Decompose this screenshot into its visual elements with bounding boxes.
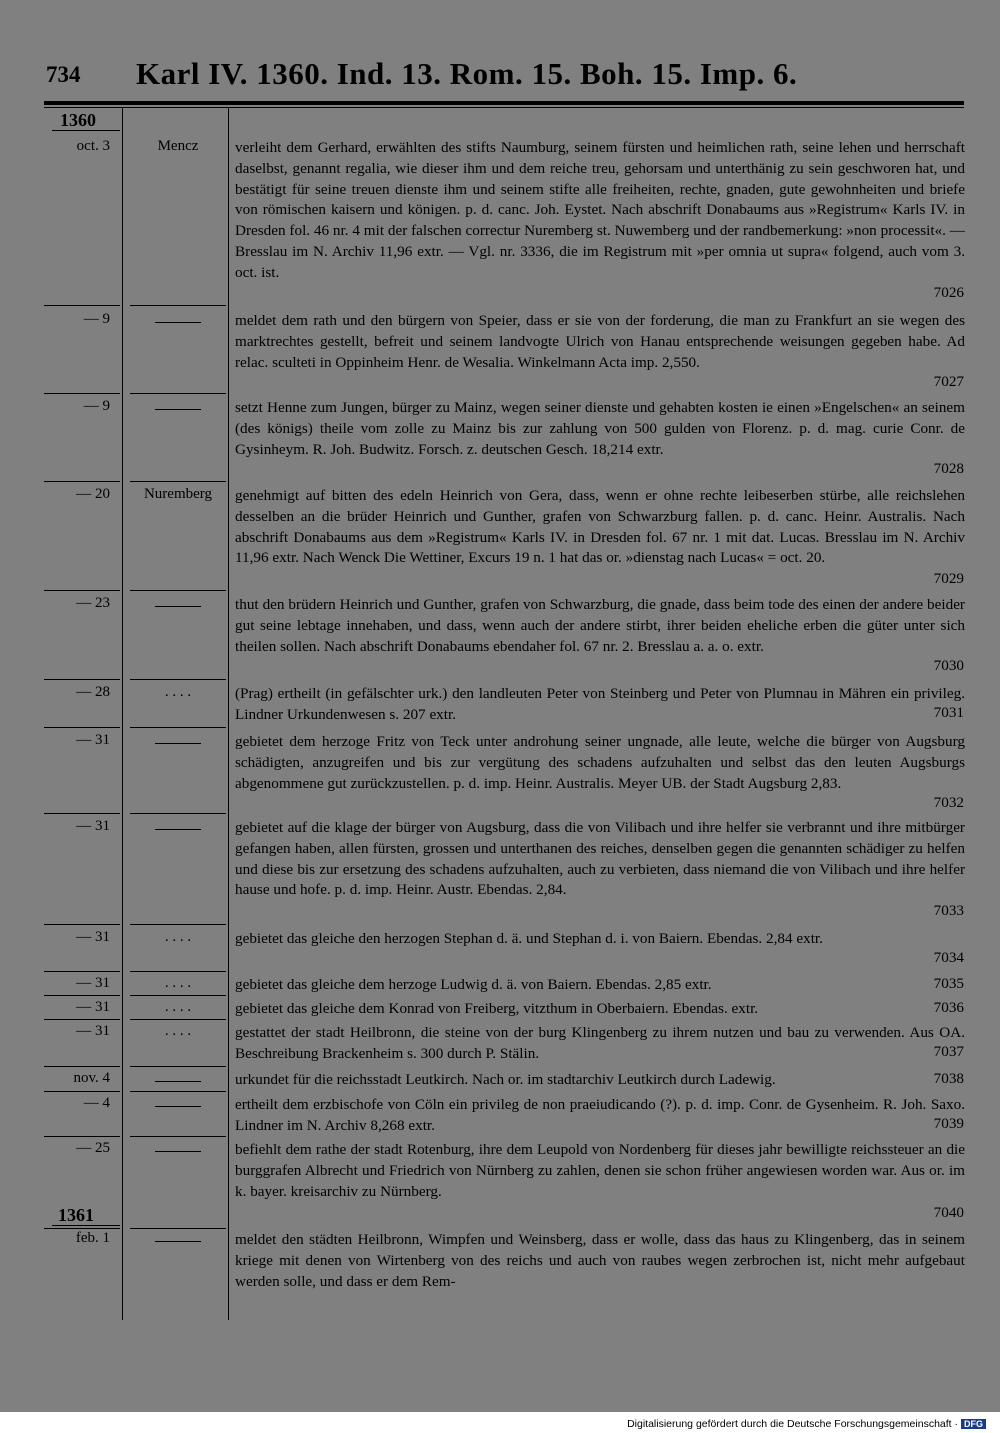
- same-place-dash: [155, 1081, 201, 1082]
- entry-number: 7034: [933, 949, 964, 966]
- entry-place: . . . .: [164, 929, 192, 945]
- entry-place: Nuremberg: [143, 486, 213, 502]
- entry-place: . . . .: [164, 975, 192, 991]
- entry-place: . . . .: [164, 1023, 192, 1039]
- entry-date: — 31: [76, 732, 110, 748]
- entry-number: 7037: [933, 1043, 964, 1060]
- year-underline: [52, 130, 120, 131]
- entry-text: verleiht dem Gerhard, erwählten des stifts Naumburg, seinem fürsten und heimlichen rath, seine lehen und herrschaft daselbst, genannt regalia, wie dieser ihm und dem reiche treu, gehorsam und unterthänig zu sein geschworen hat, und bestätigt für seine treuen dienste ihm und seinem stifte alle freiheiten, rechte, gnaden, gute gewohnheiten und briefe von römischen kaisern und königen. p. d. canc. Joh. Eystet. Nach abschrift Donabaums aus »Registrum« Karls IV. in Dresden fol. 46 nr. 4 mit der falschen correctur Nuremberg st. Nuwemberg und der randbemerkung: »non processit«. — Bresslau im N. Archiv 11,96 extr. — Vgl. nr. 3336, die im Registrum mit »per omnia ut supra« folgend, auch vom 3. oct. ist.: [235, 139, 965, 281]
- entry-number: 7035: [933, 975, 964, 992]
- entry-text: ertheilt dem erzbischofe von Cöln ein privileg de non praeiudicando (?). p. d. imp. Conr. de Gysenheim. R. Joh. Saxo. Lindner im N. Archiv 8,268 extr.: [235, 1096, 965, 1134]
- entry-date: nov. 4: [73, 1070, 110, 1086]
- year-1360: 1360: [60, 110, 96, 130]
- credit-text: Digitalisierung gefördert durch die Deutsche Forschungsgemeinschaft ·: [627, 1418, 958, 1430]
- entry-text: befiehlt dem rathe der stadt Rotenburg, ihre dem Leupold von Nordenberg für dieses jahr bewilligte reichssteuer an die burggrafen Albrecht und Friedrich von Nürnberg zu zahlen, denen sie schon früher angewiesen worden war. Aus or. im k. bayer. kreisarchiv zu Nürnberg.: [235, 1141, 965, 1200]
- entry-text: gebietet auf die klage der bürger von Augsburg, dass die von Vilibach und ihre helfer sie verbrannt und ihre mitbürger gefangen haben, allen fürsten, grossen und unterthanen des reiches, denselben gegen die genannten schädiger zu helfen und diese bis zur ersetzung des schadens aufzuhalten, auch zu verbieten, dass niemand die von Vilibach und ihre helfer hause und hofe. p. d. imp. Heinr. Austr. Ebendas. 2,84.: [235, 819, 965, 899]
- same-place-dash: [155, 829, 201, 830]
- page-header: [44, 56, 974, 96]
- entry-number: 7031: [933, 704, 964, 721]
- entry-text: meldet den städten Heilbronn, Wimpfen und Weinsberg, dass er wolle, dass das haus zu Klingenberg, das in seinem kriege mit denen von Wirtenberg von des reichs und auch von raubes wegen zerbrochen ist, nicht mehr aufgebaut werden solle, und dass er dem Rem-: [235, 1231, 965, 1290]
- same-place-dash: [155, 1241, 201, 1242]
- same-place-dash: [155, 409, 201, 410]
- same-place-dash: [155, 606, 201, 607]
- entry-date: feb. 1: [75, 1230, 110, 1246]
- entry-text: meldet dem rath und den bürgern von Speier, dass er sie von der forderung, die man zu Frankfurt an sie wegen des marktrechtes gestellt, befreit und seinem landvogte Ulrich von Hanau entsprechende weisungen gegeben habe. Ad relac. sculteti in Oppinheim Henr. de Wesalia. Winkelmann Acta imp. 2,550.: [235, 312, 965, 371]
- column-divider-date: [122, 107, 123, 1320]
- entry-date: — 31: [76, 975, 110, 991]
- same-place-dash: [155, 1151, 201, 1152]
- entry-number: 7027: [933, 373, 964, 390]
- entry-number: 7030: [933, 657, 964, 674]
- entry-date: — 31: [76, 1023, 110, 1039]
- entry-place: . . . .: [164, 999, 192, 1015]
- entry-date: — 4: [83, 1095, 110, 1111]
- entry-number: 7026: [933, 284, 964, 301]
- year-underline: [52, 1225, 120, 1226]
- entry-date: — 25: [76, 1140, 110, 1156]
- entry-text: gestattet der stadt Heilbronn, die steine von der burg Klingenberg zu ihrem nutzen und bau zu verwenden. Aus OA. Beschreibung Brackenheim s. 300 durch P. Stälin.: [235, 1024, 965, 1062]
- entry-place: . . . .: [164, 684, 192, 700]
- entry-number: 7039: [933, 1115, 964, 1132]
- entry-number: 7028: [933, 460, 964, 477]
- year-1361: 1361: [58, 1205, 94, 1225]
- header-rule: [44, 101, 964, 105]
- entry-text: gebietet das gleiche den herzogen Stephan d. ä. und Stephan d. i. von Baiern. Ebendas. 2,84 extr.: [235, 930, 823, 947]
- entry-text: (Prag) ertheilt (in gefälschter urk.) den landleuten Peter von Steinberg und Peter von Plumnau in Mähren ein privileg. Lindner Urkundenwesen s. 207 extr.: [235, 685, 965, 723]
- entry-number: 7029: [933, 570, 964, 587]
- entry-number: 7040: [933, 1204, 964, 1221]
- digitization-credit: [627, 1418, 986, 1430]
- entry-text: thut den brüdern Heinrich und Gunther, grafen von Schwarzburg, die gnade, dass beim tode des einen der andere beider gut seine lebtage innehaben, und dass, wenn auch der andere stirbt, ihrer beiden eheliche erben die güter unter sich theilen sollen. Nach abschrift Donabaums ebendaher fol. 67 nr. 2. Bresslau a. a. o. extr.: [235, 596, 965, 655]
- entry-text: gebietet das gleiche dem herzoge Ludwig d. ä. von Baiern. Ebendas. 2,85 extr.: [235, 976, 712, 993]
- entry-date: — 9: [83, 398, 110, 414]
- entry-date: — 31: [76, 818, 110, 834]
- entry-number: 7036: [933, 999, 964, 1016]
- entry-date: — 31: [76, 999, 110, 1015]
- column-divider-place: [228, 107, 229, 1320]
- entry-date: — 20: [76, 486, 110, 502]
- running-title: Karl IV. 1360. Ind. 13. Rom. 15. Boh. 15. Imp. 6.: [136, 56, 798, 91]
- dfg-logo: DFG: [961, 1419, 986, 1429]
- entry-place: Mencz: [157, 138, 199, 154]
- same-place-dash: [155, 743, 201, 744]
- entry-text: gebietet das gleiche dem Konrad von Freiberg, vitzthum in Oberbaiern. Ebendas. extr.: [235, 1000, 759, 1017]
- entry-text: gebietet dem herzoge Fritz von Teck unter androhung seiner ungnade, alle leute, welche die bürger von Augsburg schädigten, anzugreifen und bis zur vergütung des schadens aufzuhalten und selbst das den leuten Augsburgs abgenommene gut zurückzustellen. p. d. imp. Heinr. Australis. Meyer UB. der Stadt Augsburg 2,83.: [235, 733, 965, 792]
- entry-text: urkundet für die reichsstadt Leutkirch. Nach or. im stadtarchiv Leutkirch durch Ladewig.: [235, 1071, 776, 1088]
- entry-date: — 31: [76, 929, 110, 945]
- entry-date: — 28: [76, 684, 110, 700]
- same-place-dash: [155, 322, 201, 323]
- page-number: 734: [46, 62, 81, 87]
- same-place-dash: [155, 1106, 201, 1107]
- entry-number: 7032: [933, 794, 964, 811]
- entry-text: genehmigt auf bitten des edeln Heinrich von Gera, dass, wenn er ohne rechte leibeserben stürbe, alle reichslehen desselben an die brüder Heinrich und Gunther, grafen von Schwarzburg fallen. p. d. canc. Heinr. Australis. Nach abschrift Donabaums aus dem »Registrum« Karls IV. in Dresden fol. 67 nr. 1 mit dat. Lucas. Bresslau im N. Archiv 11,96 extr. Nach Wenck Die Wettiner, Excurs 19 n. 1 hat das or. »dienstag nach Lucas« = oct. 20.: [235, 487, 965, 567]
- entry-date: — 23: [76, 595, 110, 611]
- entry-date: oct. 3: [76, 138, 110, 154]
- header-rule-thin: [44, 107, 964, 108]
- entry-number: 7033: [933, 902, 964, 919]
- entry-date: — 9: [83, 311, 110, 327]
- entry-text: setzt Henne zum Jungen, bürger zu Mainz, wegen seiner dienste und gehabten kosten ie einen »Engelschen« an seinem (des königs) theile vom zolle zu Mainz bis zur zahlung von 500 gulden von Florenz. p. d. mag. curie Conr. de Gysinheym. R. Joh. Budwitz. Forsch. z. deutschen Gesch. 18,214 extr.: [235, 399, 965, 458]
- entry-number: 7038: [933, 1070, 964, 1087]
